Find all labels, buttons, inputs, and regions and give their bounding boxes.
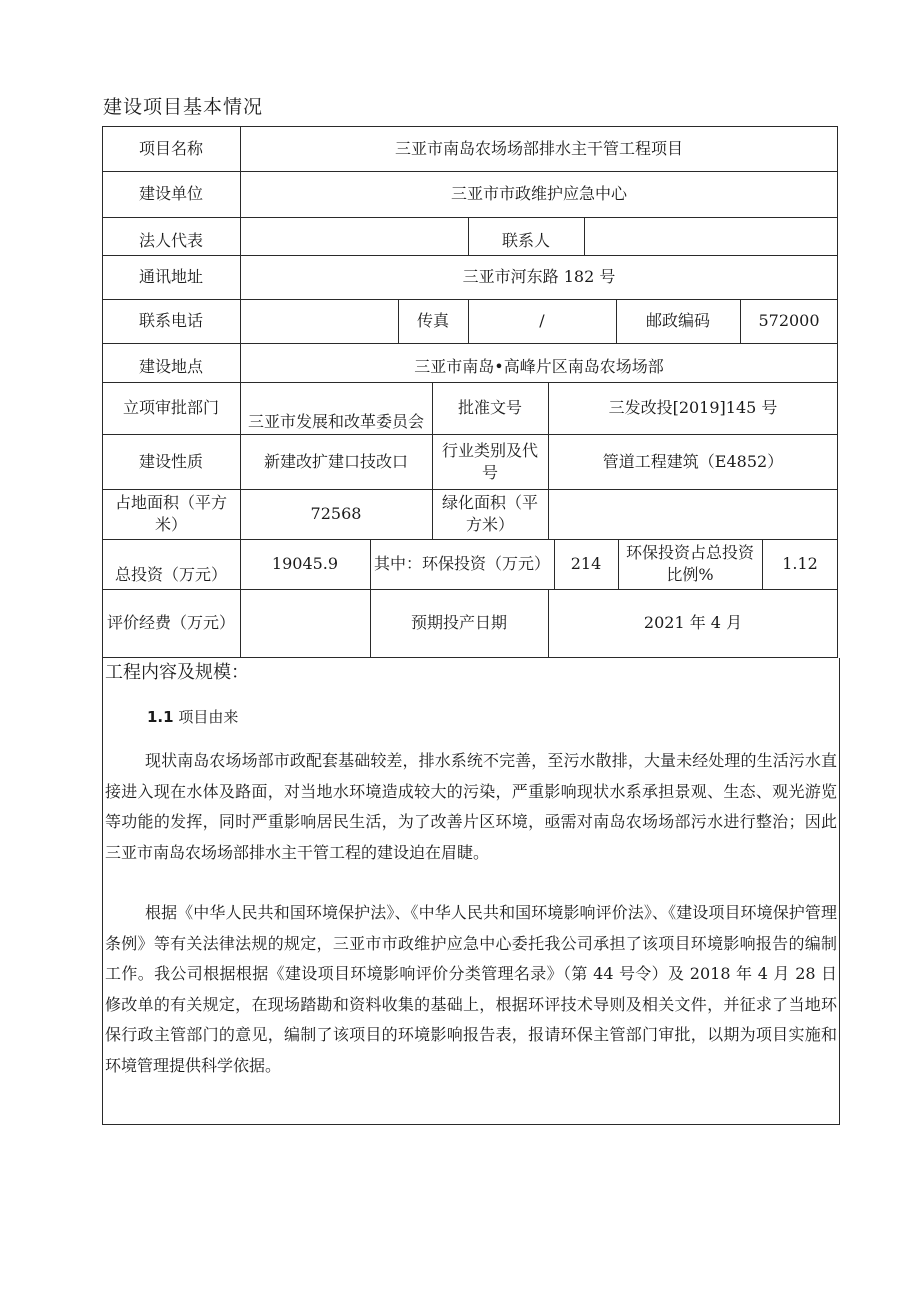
ratio-value: 1.12 — [782, 554, 818, 573]
address-label: 通讯地址 — [138, 267, 203, 286]
area-label: 占地面积（平方米） — [114, 493, 227, 534]
builder-label: 建设单位 — [138, 184, 203, 203]
industry-value: 管道工程建筑（E4852） — [602, 451, 784, 471]
legal-rep-label: 法人代表 — [138, 230, 203, 250]
address-value: 三亚市河东路 182 号 — [462, 267, 616, 286]
eval-fee-value — [240, 589, 370, 657]
page-title: 建设项目基本情况 — [103, 96, 264, 118]
phone-value — [240, 299, 398, 343]
fax-value: / — [539, 311, 545, 330]
postcode-label: 邮政编码 — [645, 311, 710, 330]
subsection-heading — [147, 706, 238, 727]
env-invest-value: 214 — [570, 554, 602, 573]
project-content-section — [102, 658, 840, 1125]
eval-fee-label: 评价经费（万元） — [106, 613, 235, 632]
approval-no-label: 批准文号 — [457, 398, 522, 417]
approval-dept-label: 立项审批部门 — [122, 398, 219, 417]
project-info-table — [102, 126, 838, 658]
env-invest-label: 其中：环保投资（万元） — [374, 554, 551, 573]
prod-date-value: 2021 年 4 月 — [643, 613, 743, 632]
builder-value: 三亚市市政维护应急中心 — [450, 184, 627, 203]
nature-label: 建设性质 — [138, 451, 203, 471]
nature-value: 新建改扩建口技改口 — [263, 451, 408, 471]
area-value: 72568 — [310, 504, 362, 523]
invest-value: 19045.9 — [271, 554, 339, 573]
green-value — [548, 489, 838, 539]
contact-label: 联系人 — [501, 230, 550, 250]
fax-label: 传真 — [416, 311, 449, 330]
industry-label: 行业类别及代号 — [441, 440, 538, 482]
subsection-title: 项目由来 — [178, 708, 239, 726]
project-name-value: 三亚市南岛农场场部排水主干管工程项目 — [394, 138, 683, 158]
postcode-value: 572000 — [758, 311, 820, 330]
site-value: 三亚市南岛•高峰片区南岛农场场部 — [414, 357, 664, 376]
project-name-label: 项目名称 — [138, 138, 203, 158]
contact-value — [584, 217, 838, 255]
site-label: 建设地点 — [138, 357, 203, 376]
prod-date-label: 预期投产日期 — [410, 613, 507, 632]
green-label: 绿化面积（平方米） — [441, 493, 538, 534]
approval-no-value: 三发改投[2019]145 号 — [608, 398, 778, 417]
subsection-number: 1.1 — [147, 708, 174, 726]
phone-label: 联系电话 — [138, 311, 203, 330]
paragraph-background: 现状南岛农场场部市政配套基础较差，排水系统不完善，至污水散排，大量未经处理的生活污水直接进入现在水体及路面，对当地水环境造成较大的污染，严重影响现状水系承担景观、生态、观光游览等功能的发挥，同时严重影响居民生活，为了改善片区环境，亟需对南岛农场场部污水进行整治；因此三亚市南岛农场场部排水主干管工程的建设迫在眉睫。 — [105, 751, 837, 862]
paragraph-basis: 根据《中华人民共和国环境保护法》、《中华人民共和国环境影响评价法》、《建设项目环境保护管理条例》等有关法律法规的规定，三亚市市政维护应急中心委托我公司承担了该项目环境影响报告的编制工作。我公司根据根据《建设项目环境影响评价分类管理名录》（第 44 号令）及 2018 年 4 月 28 日修改单的有关规定，在现场踏勘和资料收集的基础上，根据环评技术导则及相关文件，并征求了当地环保行政主管部门的意见，编制了该项目的环境影响报告表，报请环保主管部门审批，以期为项目实施和环境管理提供科学依据。 — [105, 903, 837, 1075]
legal-rep-value — [240, 217, 468, 255]
invest-label: 总投资（万元） — [114, 564, 227, 584]
section-title: 工程内容及规模： — [105, 662, 249, 683]
ratio-label: 环保投资占总投资比例% — [625, 543, 754, 584]
approval-dept-value: 三亚市发展和改革委员会 — [247, 412, 424, 431]
